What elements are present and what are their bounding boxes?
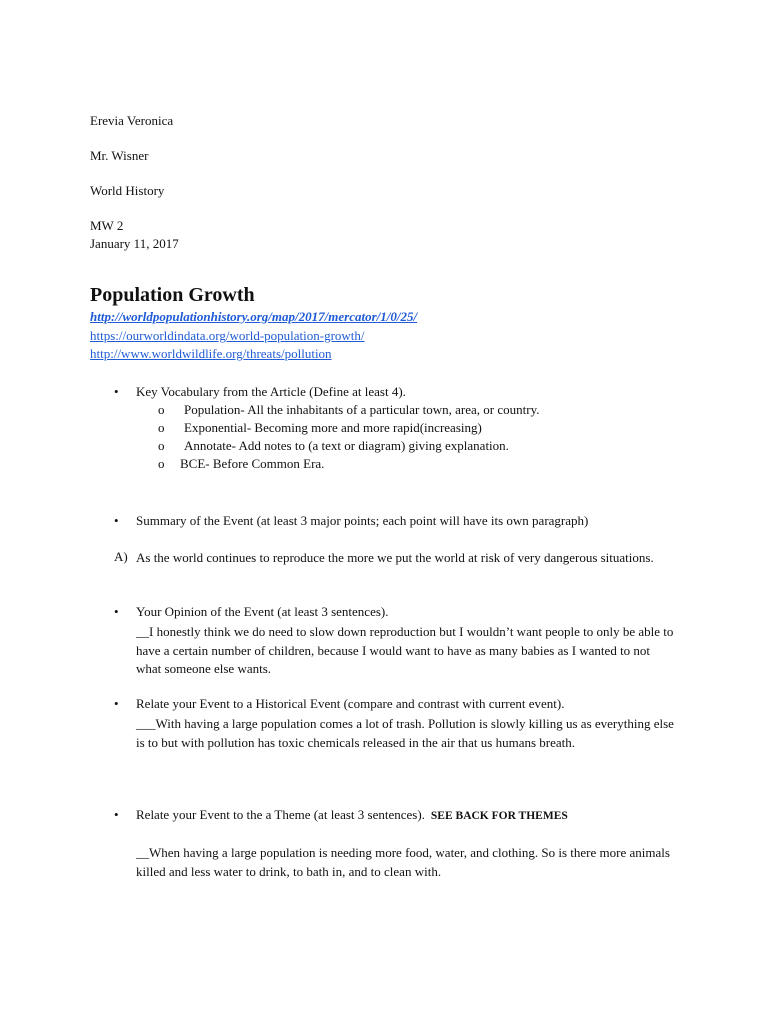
theme-note: SEE BACK FOR THEMES [430,810,568,822]
summary-letter: A) [114,549,128,564]
vocab-item: Population- All the inhabitants of a particular town, area, or country. [184,402,540,417]
opinion-heading: Your Opinion of the Event (at least 3 sentences). [136,604,389,619]
vocab-item: Exponential- Becoming more and more rapid(increasing) [184,420,482,435]
document-date: January 11, 2017 [90,236,179,251]
vocab-item: BCE- Before Common Era. [180,456,325,471]
historical-text: ___With having a large population comes a lot of trash. Pollution is slowly killing us as everything else is to but with pollution has toxic chemicals released in the air that us humans breath. [136,716,674,750]
vocab-heading: Key Vocabulary from the Article (Define at least 4). [136,384,406,399]
summary-heading: Summary of the Event (at least 3 major points; each point will have its own paragraph) [136,513,589,528]
course-name: World History [90,183,165,198]
bullet-marker: • [114,807,119,822]
bullet-marker: • [114,513,119,528]
bullet-marker: • [114,604,119,619]
summary-text: As the world continues to reproduce the more we put the world at risk of very dangerous situations. [136,550,654,565]
theme-heading: Relate your Event to the a Theme (at least 3 sentences). [136,807,425,822]
sub-marker: o [158,420,165,435]
sub-marker: o [158,438,165,453]
historical-heading: Relate your Event to a Historical Event (compare and contrast with current event). [136,696,565,711]
opinion-text: __I honestly think we do need to slow down reproduction but I wouldn’t want people to only be able to have a certain number of children, because I would want to have as many babies as I wanted to not what someone else wants. [136,624,674,676]
vocab-item: Annotate- Add notes to (a text or diagram) giving explanation. [184,438,509,453]
bullet-marker: • [114,384,119,399]
student-name: Erevia Veronica [90,113,174,128]
sub-marker: o [158,456,165,471]
sub-marker: o [158,402,165,417]
bullet-marker: • [114,696,119,711]
theme-text: __When having a large population is needing more food, water, and clothing. So is there more animals killed and less water to drink, to bath in, and to clean with. [136,845,670,879]
page-title: Population Growth [90,284,255,306]
teacher-name: Mr. Wisner [90,148,149,163]
source-link-3[interactable]: http://www.worldwildlife.org/threats/pollution [90,346,332,361]
source-link-2[interactable]: https://ourworldindata.org/world-population-growth/ [90,328,365,343]
source-link-1[interactable]: http://worldpopulationhistory.org/map/2017/mercator/1/0/25/ [90,309,418,324]
theme-heading-line [136,807,568,823]
class-section: MW 2 [90,218,124,233]
